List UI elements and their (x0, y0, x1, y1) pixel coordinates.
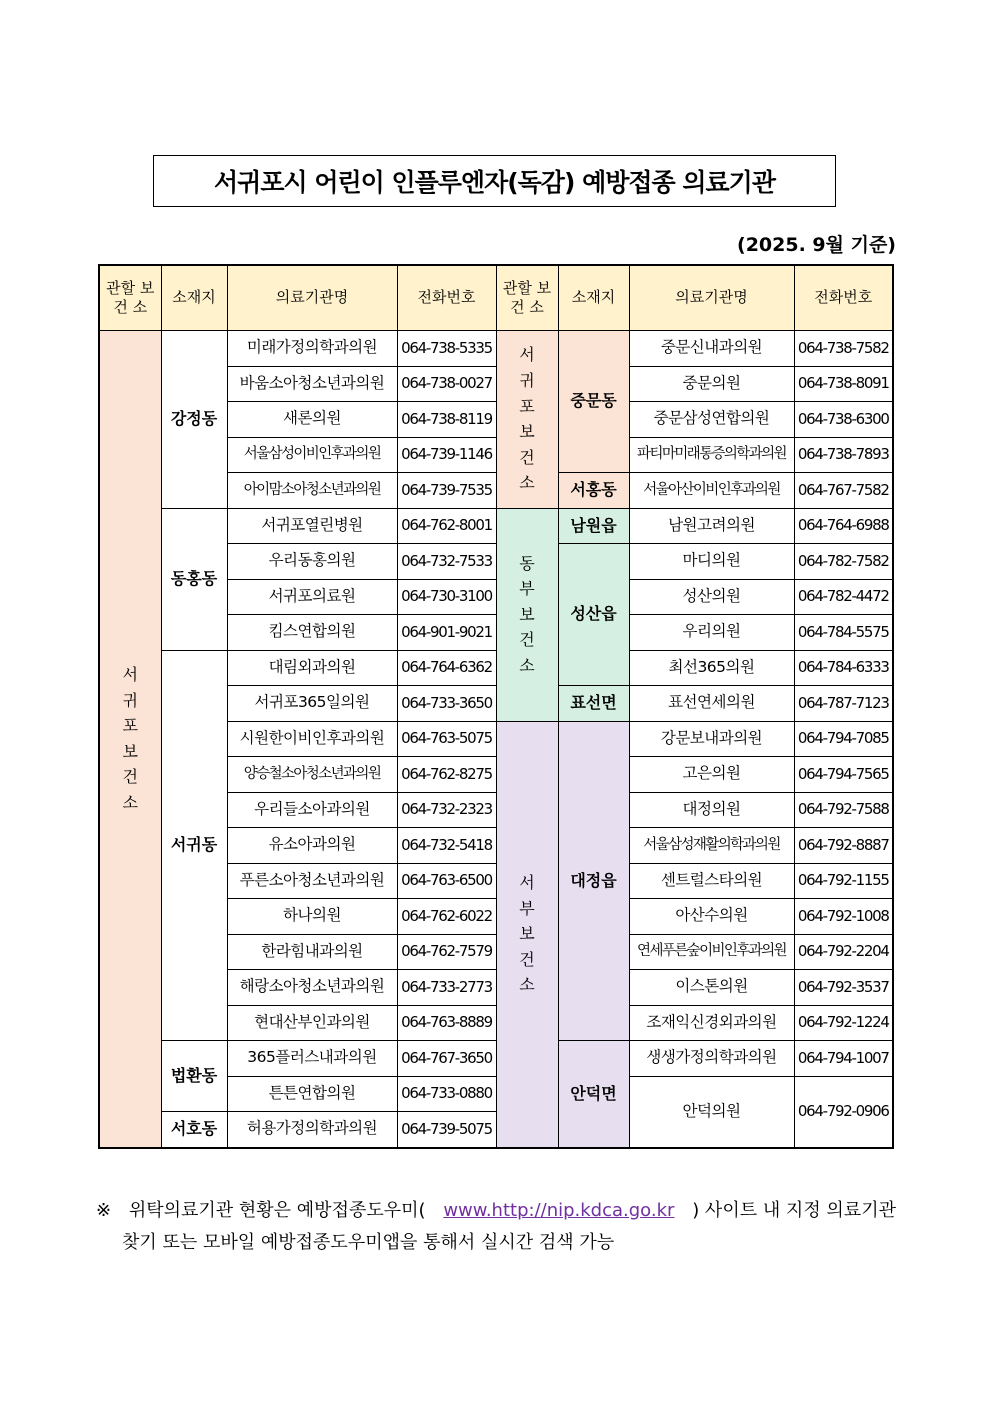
institution-name: 새론의원 (227, 402, 397, 438)
phone-number: 064-792-3537 (794, 970, 893, 1006)
phone-number: 064-792-2204 (794, 934, 893, 970)
note-symbol: ※ (96, 1200, 112, 1221)
location-cell: 남원읍 (558, 508, 629, 544)
institution-name: 강문보내과의원 (629, 721, 794, 757)
phone-number: 064-738-0027 (397, 366, 496, 402)
phone-number: 064-732-5418 (397, 828, 496, 864)
phone-number: 064-792-0906 (794, 1076, 893, 1148)
phone-number: 064-763-8889 (397, 1005, 496, 1041)
institution-name: 성산의원 (629, 579, 794, 615)
location-cell: 성산읍 (558, 544, 629, 686)
left-office-cell (99, 331, 161, 1148)
basis-date: (2025. 9월 기준) (737, 234, 896, 256)
institution-name: 파티마미래통증의학과의원 (629, 437, 794, 473)
clinic-table (98, 264, 894, 1149)
note-text-after: ) 사이트 내 지정 의료기관 (692, 1200, 896, 1221)
phone-number: 064-901-9021 (397, 615, 496, 651)
institution-name: 현대산부인과의원 (227, 1005, 397, 1041)
phone-number: 064-738-7582 (794, 331, 893, 367)
table-row (99, 331, 893, 367)
phone-number: 064-738-5335 (397, 331, 496, 367)
header-location: 소재지 (558, 265, 629, 331)
institution-name: 하나의원 (227, 899, 397, 935)
header-institution: 의료기관명 (629, 265, 794, 331)
location-cell: 법환동 (161, 1041, 227, 1112)
header-phone: 전화번호 (794, 265, 893, 331)
office-label: 서귀포보건소 (122, 664, 138, 812)
location-cell: 중문동 (558, 331, 629, 473)
phone-number: 064-792-1008 (794, 899, 893, 935)
institution-name: 미래가정의학과의원 (227, 331, 397, 367)
institution-name: 대림외과의원 (227, 650, 397, 686)
institution-name: 푸른소아청소년과의원 (227, 863, 397, 899)
institution-name: 시원한이비인후과의원 (227, 721, 397, 757)
phone-number: 064-767-7582 (794, 473, 893, 509)
phone-number: 064-762-8001 (397, 508, 496, 544)
institution-name: 마디의원 (629, 544, 794, 580)
institution-name: 중문신내과의원 (629, 331, 794, 367)
phone-number: 064-764-6988 (794, 508, 893, 544)
institution-name: 최선365의원 (629, 650, 794, 686)
institution-name: 서귀포열린병원 (227, 508, 397, 544)
phone-number: 064-739-5075 (397, 1112, 496, 1148)
right-office-cell (496, 331, 558, 509)
nip-link[interactable]: www.http://nip.kdca.go.kr (443, 1200, 675, 1221)
table-row (99, 508, 893, 544)
phone-number: 064-738-6300 (794, 402, 893, 438)
institution-name: 유소아과의원 (227, 828, 397, 864)
institution-name: 고은의원 (629, 757, 794, 793)
institution-name: 생생가정의학과의원 (629, 1041, 794, 1077)
institution-name: 해랑소아청소년과의원 (227, 970, 397, 1006)
phone-number: 064-762-6022 (397, 899, 496, 935)
phone-number: 064-730-3100 (397, 579, 496, 615)
institution-name: 튼튼연합의원 (227, 1076, 397, 1112)
institution-name: 한라힘내과의원 (227, 934, 397, 970)
institution-name: 허용가정의학과의원 (227, 1112, 397, 1148)
location-cell: 동홍동 (161, 508, 227, 650)
phone-number: 064-763-5075 (397, 721, 496, 757)
location-cell: 대정읍 (558, 721, 629, 1041)
phone-number: 064-792-1224 (794, 1005, 893, 1041)
phone-number: 064-767-3650 (397, 1041, 496, 1077)
footnote (96, 1195, 896, 1259)
institution-name: 서울아산이비인후과의원 (629, 473, 794, 509)
right-office-cell (496, 721, 558, 1148)
note-line-2: 찾기 또는 모바일 예방접종도우미앱을 통해서 실시간 검색 가능 (122, 1232, 615, 1253)
phone-number: 064-792-1155 (794, 863, 893, 899)
phone-number: 064-732-7533 (397, 544, 496, 580)
institution-name: 우리동홍의원 (227, 544, 397, 580)
institution-name: 바움소아청소년과의원 (227, 366, 397, 402)
header-row (99, 265, 893, 331)
header-institution: 의료기관명 (227, 265, 397, 331)
phone-number: 064-738-8119 (397, 402, 496, 438)
phone-number: 064-733-0880 (397, 1076, 496, 1112)
institution-name: 서울삼성재활의학과의원 (629, 828, 794, 864)
phone-number: 064-733-2773 (397, 970, 496, 1006)
location-cell: 서귀동 (161, 650, 227, 1041)
location-cell: 강정동 (161, 331, 227, 509)
note-text-before: 위탁의료기관 현황은 예방접종도우미( (128, 1200, 426, 1221)
institution-name: 대정의원 (629, 792, 794, 828)
institution-name: 이스톤의원 (629, 970, 794, 1006)
header-location: 소재지 (161, 265, 227, 331)
institution-name: 킴스연합의원 (227, 615, 397, 651)
institution-name: 중문삼성연합의원 (629, 402, 794, 438)
phone-number: 064-794-1007 (794, 1041, 893, 1077)
phone-number: 064-762-7579 (397, 934, 496, 970)
location-cell: 안덕면 (558, 1041, 629, 1148)
phone-number: 064-732-2323 (397, 792, 496, 828)
institution-name: 조재익신경외과의원 (629, 1005, 794, 1041)
phone-number: 064-794-7565 (794, 757, 893, 793)
institution-name: 안덕의원 (629, 1076, 794, 1148)
institution-name: 우리의원 (629, 615, 794, 651)
institution-name: 아산수의원 (629, 899, 794, 935)
phone-number: 064-738-7893 (794, 437, 893, 473)
phone-number: 064-762-8275 (397, 757, 496, 793)
institution-name: 중문의원 (629, 366, 794, 402)
institution-name: 우리들소아과의원 (227, 792, 397, 828)
phone-number: 064-784-5575 (794, 615, 893, 651)
header-phone: 전화번호 (397, 265, 496, 331)
office-label: 서귀포보건소 (519, 345, 535, 493)
phone-number: 064-782-7582 (794, 544, 893, 580)
header-office: 관할 보건 소 (99, 265, 161, 331)
institution-name: 양승철소아청소년과의원 (227, 757, 397, 793)
phone-number: 064-739-1146 (397, 437, 496, 473)
institution-name: 서귀포365일의원 (227, 686, 397, 722)
office-label: 동부보건소 (519, 553, 535, 675)
office-label: 서부보건소 (519, 873, 535, 995)
location-cell: 표선면 (558, 686, 629, 722)
phone-number: 064-763-6500 (397, 863, 496, 899)
phone-number: 064-782-4472 (794, 579, 893, 615)
right-office-cell (496, 508, 558, 721)
phone-number: 064-784-6333 (794, 650, 893, 686)
location-cell: 서호동 (161, 1112, 227, 1148)
institution-name: 남원고려의원 (629, 508, 794, 544)
institution-name: 센트럴스타의원 (629, 863, 794, 899)
phone-number: 064-733-3650 (397, 686, 496, 722)
institution-name: 서귀포의료원 (227, 579, 397, 615)
phone-number: 064-738-8091 (794, 366, 893, 402)
phone-number: 064-794-7085 (794, 721, 893, 757)
institution-name: 아이맘소아청소년과의원 (227, 473, 397, 509)
institution-name: 서울삼성이비인후과의원 (227, 437, 397, 473)
phone-number: 064-739-7535 (397, 473, 496, 509)
phone-number: 064-792-8887 (794, 828, 893, 864)
institution-name: 표선연세의원 (629, 686, 794, 722)
phone-number: 064-792-7588 (794, 792, 893, 828)
institution-name: 365플러스내과의원 (227, 1041, 397, 1077)
institution-name: 연세푸른숲이비인후과의원 (629, 934, 794, 970)
location-cell: 서홍동 (558, 473, 629, 509)
page-title: 서귀포시 어린이 인플루엔자(독감) 예방접종 의료기관 (153, 155, 836, 207)
header-office: 관할 보건 소 (496, 265, 558, 331)
phone-number: 064-764-6362 (397, 650, 496, 686)
phone-number: 064-787-7123 (794, 686, 893, 722)
